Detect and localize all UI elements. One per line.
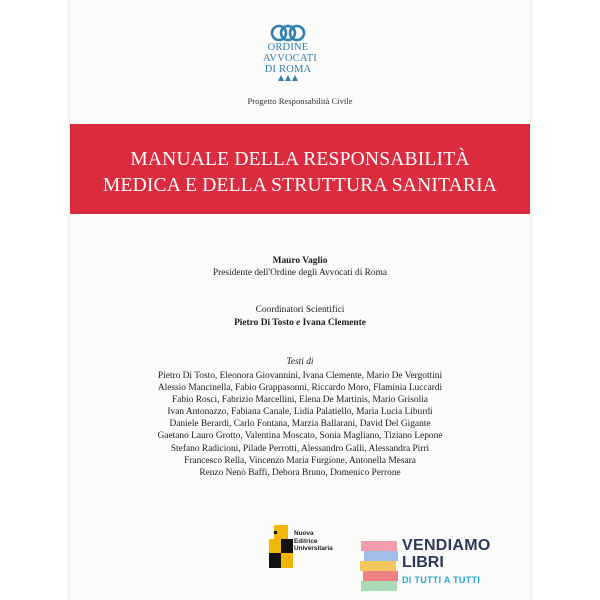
logo-ornament-icon [277,75,299,81]
publisher-name-line-3: Universitaria [294,545,333,552]
authors-line: Pietro Di Tosto, Eleonora Giovannini, Ivana Clemente, Mario De Vergottini [157,371,443,381]
watermark-line-3: DI TUTTI A TUTTI [402,575,481,585]
authors-line: Renzo Nenò Baffi, Debora Bruno, Domenico Perrone [199,467,401,478]
interlocked-rings-emblem-icon [268,24,308,42]
coordinators-names [0,317,600,329]
president-name: Mauro Vaglio [272,256,328,266]
publisher-name-line-2: Editrice [294,537,318,545]
authors-line: Ivan Antonazzo, Fabiana Canale, Lidia Palatiello, Maria Lucia Liburdi [167,407,433,418]
watermark-line-1: VENDIAMO [402,537,491,554]
coordinators-label: Coordinatori Scientifici [255,305,345,315]
logo-line-2: AVVOCATI [263,53,317,64]
book-cover [70,0,530,600]
coordinator-name-1: Pietro Di Tosto [234,318,294,328]
logo-line-3: DI ROMA [264,64,312,75]
book-title-line-1: MANUALE DELLA RESPONSABILITÀ [130,149,470,170]
authors-line: Francesco Rella, Vincenzo Maria Furgione, Antonella Mesara [184,455,416,466]
coordinators-conjunction: e [296,318,301,328]
ordine-avvocati-logo [263,24,317,81]
publisher-name [294,530,333,553]
authors-label: Testi di [286,357,314,367]
publisher-logo [268,525,358,570]
logo-line-1: ORDINE [267,42,309,53]
vendiamo-libri-watermark [360,535,520,595]
publisher-name-line-1: Nuova [294,530,314,537]
book-title-line-2: MEDICA E DELLA STRUTTURA SANITARIA [102,175,498,196]
authors-line: Fabio Rosci, Fabrizio Marcellini, Elena De Martinis, Mario Grisolia [172,395,428,406]
authors-line: Daniele Berardi, Carlo Fontana, Marzia Ballarani, David Del Gigante [169,419,431,430]
authors-list [0,370,600,479]
authors-line: Gaetano Lauro Grotto, Valentina Moscato, Sonia Magliano, Tiziano Lepone [157,431,443,442]
publisher-cube-logo-icon [268,525,294,570]
coordinator-name-2: Ivana Clemente [302,318,366,328]
president-role: Presidente dell'Ordine degli Avvocati di Roma [212,268,388,278]
authors-line: Stefano Radicioni, Pilade Perrotti, Alessandro Galli, Alessandra Pirri [170,443,430,454]
project-subtitle: Progetto Responsabilità Civile [247,96,353,106]
authors-line: Alessio Mancinella, Fabio Grappasonni, Riccardo Moro, Flaminia Luccardi [157,383,443,394]
watermark-line-2: LIBRI [402,554,444,571]
books-stack-icon [360,535,400,595]
